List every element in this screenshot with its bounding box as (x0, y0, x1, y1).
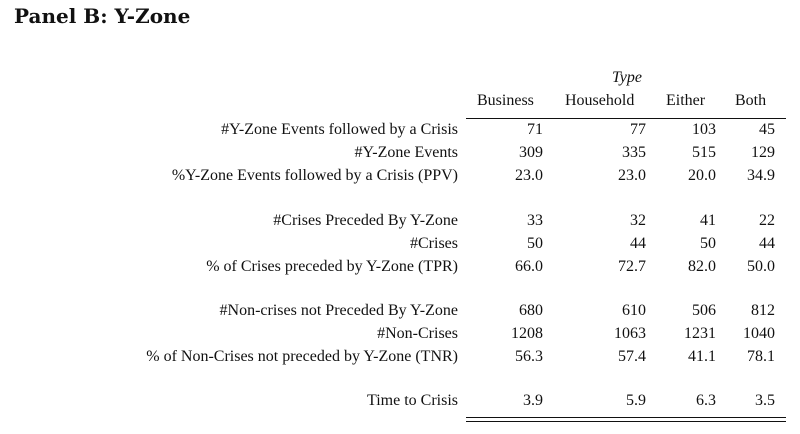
table-cell: 3.9 (523, 392, 543, 409)
table-cell: 6.3 (696, 392, 716, 409)
table-row-label: #Non-Crises (377, 325, 458, 342)
table-cell: 57.4 (618, 348, 646, 365)
table-cell: 45 (759, 121, 775, 138)
panel-title: Panel B: Y-Zone (14, 4, 191, 28)
table-cell: 103 (692, 121, 716, 138)
header-rule (466, 118, 786, 119)
table-cell: 50.0 (747, 258, 775, 275)
table-cell: 1231 (684, 325, 716, 342)
table-row-label: #Crises (410, 235, 458, 252)
table-group-header: Type (612, 69, 642, 86)
table-cell: 44 (759, 235, 775, 252)
column-header-business: Business (477, 92, 534, 109)
table-cell: 1040 (743, 325, 775, 342)
table-cell: 3.5 (755, 392, 775, 409)
table-cell: 23.0 (515, 167, 543, 184)
table-cell: 34.9 (747, 167, 775, 184)
table-cell: 33 (527, 212, 543, 229)
column-header-either: Either (666, 92, 706, 109)
table-cell: 309 (519, 144, 543, 161)
table-row-label: Time to Crisis (367, 392, 458, 409)
table-row-label: #Crises Preceded By Y-Zone (273, 212, 458, 229)
table-cell: 50 (700, 235, 716, 252)
table-cell: 71 (527, 121, 543, 138)
table-cell: 812 (751, 302, 775, 319)
table-cell: 1063 (614, 325, 646, 342)
table-row-label: % of Non-Crises not preceded by Y-Zone (TNR) (146, 348, 458, 365)
table-cell: 23.0 (618, 167, 646, 184)
table-cell: 129 (751, 144, 775, 161)
table-cell: 32 (630, 212, 646, 229)
table-cell: 50 (527, 235, 543, 252)
table-row-label: %Y-Zone Events followed by a Crisis (PPV) (171, 167, 458, 184)
table-cell: 72.7 (618, 258, 646, 275)
table-cell: 44 (630, 235, 646, 252)
table-cell: 1208 (511, 325, 543, 342)
column-header-household: Household (565, 92, 635, 109)
table-cell: 515 (692, 144, 716, 161)
table-cell: 82.0 (688, 258, 716, 275)
table-row-label: #Y-Zone Events followed by a Crisis (221, 121, 458, 138)
table-row-label: #Non-crises not Preceded By Y-Zone (219, 302, 458, 319)
table-cell: 56.3 (515, 348, 543, 365)
table-cell: 680 (519, 302, 543, 319)
table-cell: 335 (622, 144, 646, 161)
table-row-label: #Y-Zone Events (354, 144, 458, 161)
table-cell: 20.0 (688, 167, 716, 184)
table-row-label: % of Crises preceded by Y-Zone (TPR) (206, 258, 458, 275)
table-cell: 77 (630, 121, 646, 138)
bottom-double-rule-bottom (466, 421, 786, 422)
table-cell: 506 (692, 302, 716, 319)
column-header-both: Both (735, 92, 767, 109)
table-cell: 5.9 (626, 392, 646, 409)
table-cell: 66.0 (515, 258, 543, 275)
table-cell: 610 (622, 302, 646, 319)
table-cell: 22 (759, 212, 775, 229)
table-cell: 78.1 (747, 348, 775, 365)
table-cell: 41 (700, 212, 716, 229)
table-cell: 41.1 (688, 348, 716, 365)
bottom-double-rule-top (466, 417, 786, 418)
